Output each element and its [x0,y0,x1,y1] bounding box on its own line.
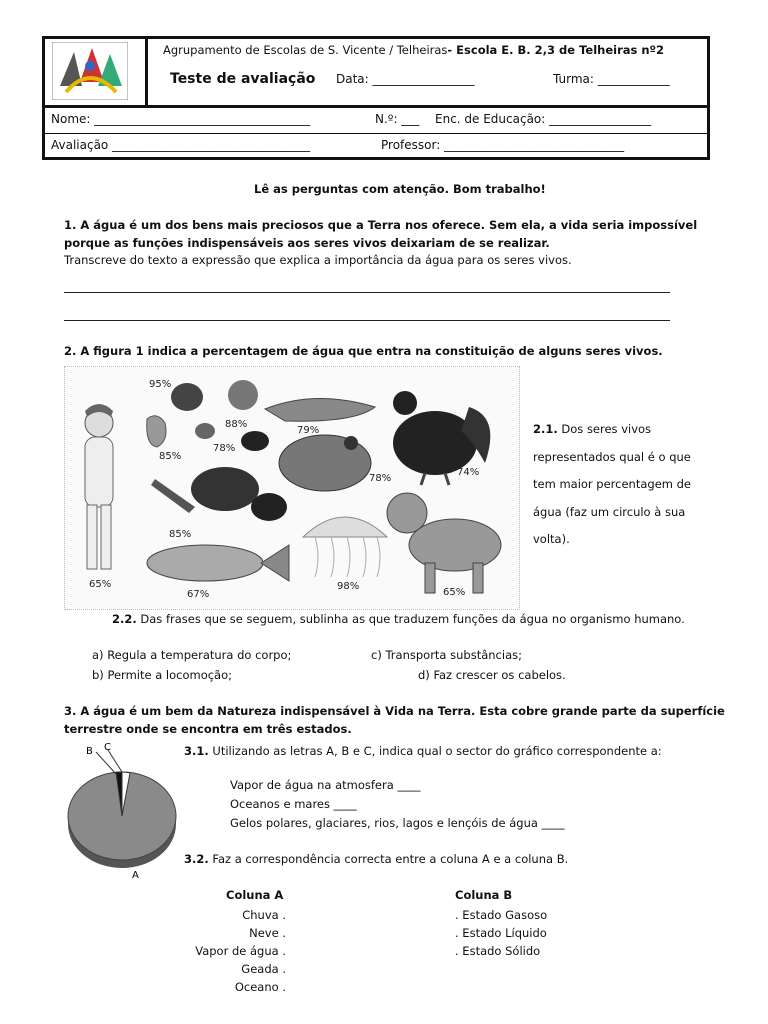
percentage-label: 78% [369,473,392,484]
percentage-label: 65% [443,587,466,598]
teacher-field[interactable]: Professor: ______________________________ [381,138,625,152]
column-a-item[interactable]: Neve . [249,926,286,940]
percentage-label: 85% [159,451,182,462]
answer-line[interactable] [64,292,670,293]
q31-item-oceans[interactable]: Oceanos e mares ____ [230,797,357,811]
figure-1-living-beings [64,366,520,610]
column-a-item[interactable]: Chuva . [242,908,286,922]
q31-text: 3.1. Utilizando as letras A, B e C, indica qual o sector do gráfico correspondente a: [184,744,662,758]
percentage-label: 79% [297,425,320,436]
class-field[interactable]: Turma: ____________ [553,72,670,86]
header-divider [45,133,707,134]
child-figure [85,404,113,569]
column-b-item[interactable]: . Estado Líquido [455,926,547,940]
column-a-title: Coluna A [226,888,284,902]
pie-label-a: A [132,870,139,880]
column-a-list [170,906,286,996]
column-b-item[interactable]: . Estado Sólido [455,944,541,958]
q21-block: 2.1. Dos seres vivos representados qual é o que tem maior percentagem de água (faz um circulo à sua volta). [533,422,692,546]
q31-item-vapor[interactable]: Vapor de água na atmosfera ____ [230,778,421,792]
guardian-field[interactable]: Enc. de Educação: _________________ [435,112,652,126]
name-field[interactable]: Nome: ____________________________________ [51,112,311,126]
number-field[interactable]: N.º: ___ [375,112,420,126]
q2-title: 2. A figura 1 indica a percentagem de água que entra na constituição de alguns seres vivos. [64,344,663,358]
pie-label-b: B [86,746,93,757]
q31-item-ice[interactable]: Gelos polares, glaciares, rios, lagos e lençóis de água ____ [230,816,565,830]
header-divider [145,39,148,105]
jellyfish [303,517,387,577]
evaluation-field[interactable]: Avaliação _________________________________ [51,138,311,152]
q3-text-line1: 3. A água é um bem da Natureza indispensável à Vida na Terra. Esta cobre grande parte da superfície [64,704,725,718]
living-beings-illustration [65,367,519,609]
column-a-item[interactable]: Vapor de água . [195,944,286,958]
answer-line[interactable] [64,320,670,321]
percentage-label: 78% [213,443,236,454]
test-title: Teste de avaliação [170,71,316,87]
water-distribution-pie [64,740,184,880]
header-divider [45,105,707,108]
school-logo [52,42,128,100]
option-b[interactable]: b) Permite a locomoção; [92,668,233,682]
option-d[interactable]: d) Faz crescer os cabelos. [418,668,566,682]
column-b-item[interactable]: . Estado Gasoso [455,908,548,922]
q3-text-line2: terrestre onde se encontra em três estados. [64,722,352,736]
percentage-label: 74% [457,467,480,478]
option-a[interactable]: a) Regula a temperatura do corpo; [92,648,292,662]
fish [147,545,289,581]
percentage-label: 98% [337,581,360,592]
q1-text-line2: porque as funções indispensáveis aos seres vivos deixariam de se realizar. [64,236,550,250]
percentage-label: 88% [225,419,248,430]
q32-text: 3.2. Faz a correspondência correcta entre a coluna A e a coluna B. [184,852,569,866]
column-a-item[interactable]: Geada . [241,962,286,976]
q1-instruction: Transcreve do texto a expressão que explica a importância da água para os seres vivos. [64,253,572,267]
column-b-list [455,906,547,960]
date-field[interactable]: Data: _________________ [336,72,475,86]
percentage-label: 65% [89,579,112,590]
q1-text-line1: 1. A água é um dos bens mais preciosos que a Terra nos oferece. Sem ela, a vida seria impossível [64,218,698,232]
option-c[interactable]: c) Transporta substâncias; [371,648,522,662]
percentage-label: 67% [187,589,210,600]
intro-text: Lê as perguntas com atenção. Bom trabalho! [254,182,546,196]
dog [387,493,501,593]
pie-label-c: C [104,742,111,753]
percentage-label: 85% [169,529,192,540]
percentage-label: 95% [149,379,172,390]
column-b-title: Coluna B [455,888,513,902]
vegetables [151,467,287,521]
column-a-item[interactable]: Oceano . [234,980,286,994]
q22-text: 2.2. Das frases que se seguem, sublinha as que traduzem funções da água no organismo humano. [112,612,685,626]
school-name: Agrupamento de Escolas de S. Vicente / Telheiras- Escola E. B. 2,3 de Telheiras nº2 [163,43,665,57]
